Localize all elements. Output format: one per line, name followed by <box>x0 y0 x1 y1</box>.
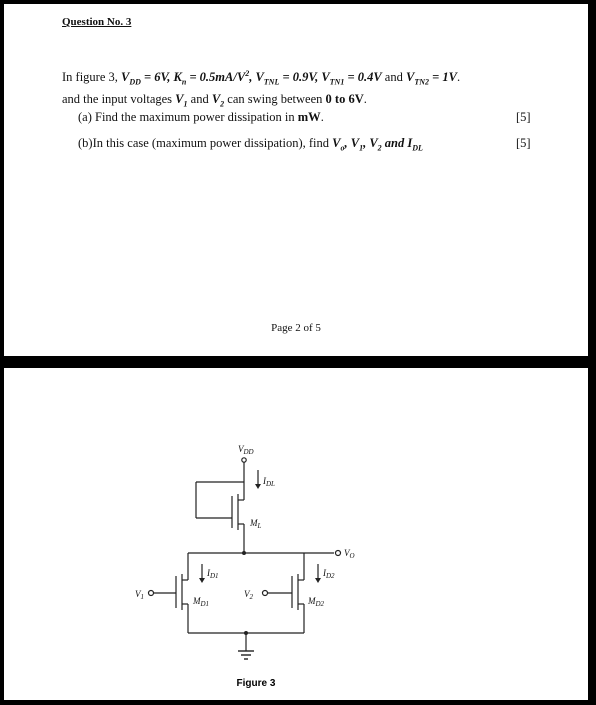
part-b-math: and I <box>381 136 413 150</box>
part-a-text: (a) Find the maximum power dissipation in <box>78 110 298 124</box>
circuit-diagram <box>4 368 588 700</box>
part-b-math: V <box>332 136 341 150</box>
part-b-text: (b)In this case (maximum power dissipation), find <box>78 136 333 150</box>
ground-symbol <box>238 651 254 659</box>
stem-text: and <box>187 91 212 106</box>
stem-text: and <box>381 70 406 85</box>
stem-math: V <box>175 91 184 106</box>
part-b-math: , <box>344 136 351 150</box>
part-b-math: V <box>369 136 378 150</box>
vdd-terminal <box>242 458 246 462</box>
stem-sub: 1 <box>183 99 188 109</box>
stem-math: = 0.5mA/V <box>186 70 246 85</box>
part-a <box>78 110 324 125</box>
part-b-marks: [5] <box>516 136 531 150</box>
part-b-sub: DL <box>412 143 423 153</box>
junction-dot <box>242 551 246 555</box>
idl-arrowhead <box>255 484 261 489</box>
stem-math: 0 to 6V <box>325 91 364 106</box>
id2-label: $I_{D2}$ <box>323 568 335 580</box>
vdd-label: $V_{DD}$ <box>238 444 254 456</box>
question-page <box>4 4 588 356</box>
figure-page <box>4 368 588 700</box>
vo-label: $V_O$ <box>344 548 355 560</box>
stem-text: and the input voltages <box>62 91 176 106</box>
md1-label: $M_{D1}$ <box>193 596 210 608</box>
stem-sub: TNL <box>263 77 280 87</box>
stem-text: can swing between <box>224 91 326 106</box>
part-a-unit: mW <box>297 110 321 124</box>
stem-math: V <box>211 91 221 106</box>
stem-math: = 0.9V, V <box>279 70 330 85</box>
question-title: Question No. 3 <box>62 16 132 28</box>
stem-sub: TN2 <box>414 77 429 87</box>
question-stem <box>62 66 562 112</box>
stem-math: V <box>405 70 415 85</box>
part-a-text: . <box>320 110 324 124</box>
stem-math: = 6V, K <box>140 70 182 85</box>
junction-dot <box>244 631 248 635</box>
stem-math: V <box>121 70 130 85</box>
id1-label: $I_{D1}$ <box>207 568 219 580</box>
v2-label: $V_2$ <box>244 589 253 601</box>
part-b-math: , <box>363 136 370 150</box>
v2-terminal <box>263 591 268 596</box>
stem-sub: n <box>181 77 187 87</box>
stem-sub: TN1 <box>329 77 345 87</box>
stem-text: In figure 3, <box>62 70 122 85</box>
part-a-marks: [5] <box>516 110 531 124</box>
ml-label: $M_L$ <box>250 518 262 530</box>
stem-text: . <box>456 70 461 85</box>
vo-terminal <box>336 551 341 556</box>
part-b-math: V <box>350 136 360 150</box>
figure-caption: Figure 3 <box>236 678 276 689</box>
part-b <box>78 136 423 153</box>
stem-line-1 <box>62 66 562 91</box>
part-b-sub: o <box>340 143 345 153</box>
v1-terminal <box>149 591 154 596</box>
part-b-sub: 2 <box>377 143 382 153</box>
stem-text: . <box>363 91 367 106</box>
stem-line-2 <box>62 91 562 113</box>
md2-label: $M_{D2}$ <box>308 596 325 608</box>
id1-arrowhead <box>199 578 205 583</box>
v1-label: $V_1$ <box>135 589 144 601</box>
id2-arrowhead <box>315 578 321 583</box>
stem-sub: DD <box>129 77 141 87</box>
stem-math: , V <box>249 70 264 85</box>
stem-sub: 2 <box>220 99 225 109</box>
stem-math: = 0.4V <box>344 70 382 85</box>
stem-math: = 1V <box>429 70 457 85</box>
stem-sup: 2 <box>245 69 250 78</box>
part-b-sub: 1 <box>359 143 364 153</box>
idl-label: $I_{DL}$ <box>263 476 275 488</box>
page-footer: Page 2 of 5 <box>271 322 321 334</box>
